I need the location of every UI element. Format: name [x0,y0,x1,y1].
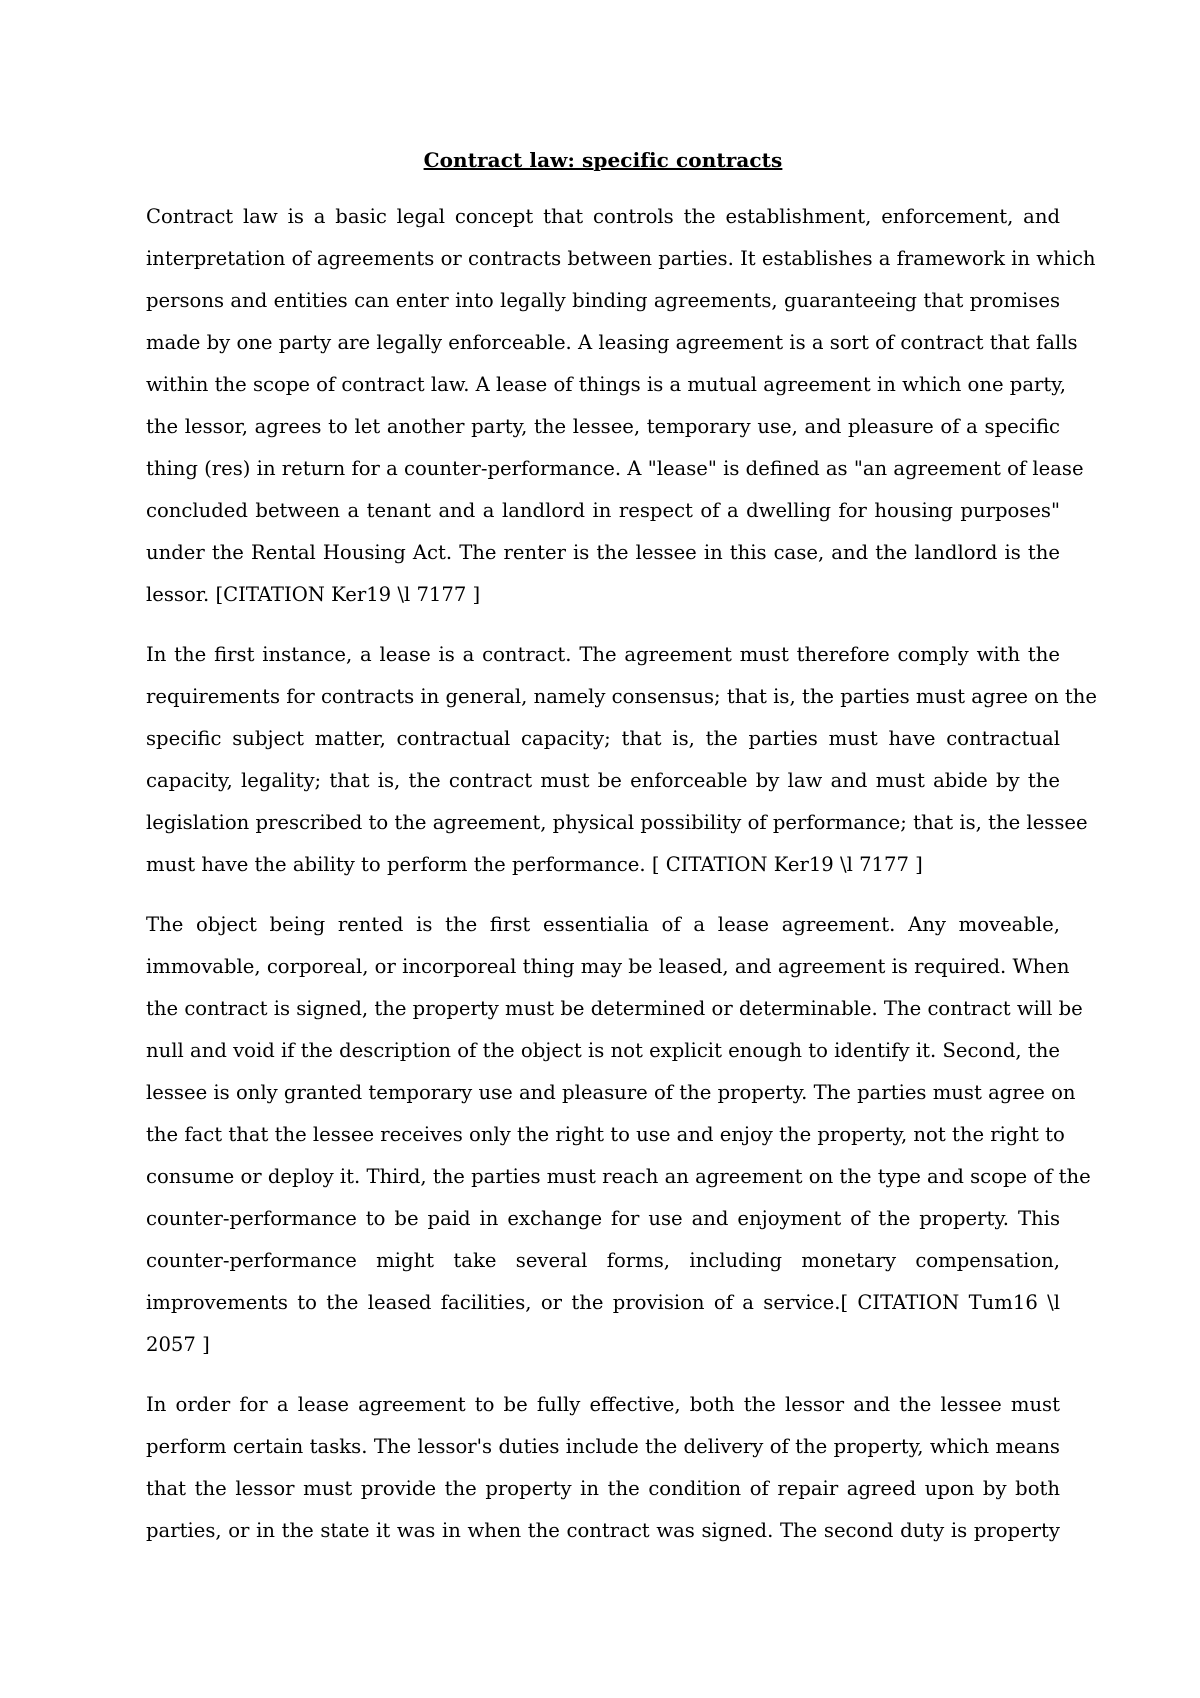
text-line: the lessor, agrees to let another party, the lessee, temporary use, and pleasure of a specific [146,415,1060,438]
text-line: the contract is signed, the property must be determined or determinable. The contract will be [146,997,1083,1020]
text-line: concluded between a tenant and a landlord in respect of a dwelling for housing purposes" [146,499,1060,522]
text-line: In the first instance, a lease is a contract. The agreement must therefore comply with the [146,643,1060,666]
text-line: lessor. [CITATION Ker19 \l 7177 ] [146,583,481,606]
text-line: the fact that the lessee receives only the right to use and enjoy the property, not the right to [146,1123,1065,1146]
text-line: consume or deploy it. Third, the parties must reach an agreement on the type and scope of the [146,1165,1091,1188]
text-line: perform certain tasks. The lessor's duties include the delivery of the property, which means [146,1435,1060,1458]
document-title: Contract law: specific contracts [423,148,783,172]
text-line: made by one party are legally enforceable. A leasing agreement is a sort of contract that falls [146,331,1078,354]
text-line: In order for a lease agreement to be fully effective, both the lessor and the lessee must [146,1393,1060,1416]
text-line: 2057 ] [146,1333,210,1356]
text-line: that the lessor must provide the property in the condition of repair agreed upon by both [146,1477,1060,1500]
text-line: requirements for contracts in general, namely consensus; that is, the parties must agree on the [146,685,1097,708]
text-line: lessee is only granted temporary use and pleasure of the property. The parties must agree on [146,1081,1076,1104]
document-body [146,140,1097,1570]
paragraph-2 [146,634,1097,886]
text-line: counter-performance might take several forms, including monetary compensation, [146,1249,1060,1272]
text-line: immovable, corporeal, or incorporeal thing may be leased, and agreement is required. When [146,955,1070,978]
text-line: thing (res) in return for a counter-performance. A "lease" is defined as "an agreement of lease [146,457,1084,480]
text-line: null and void if the description of the object is not explicit enough to identify it. Second, the [146,1039,1060,1062]
text-line: improvements to the leased facilities, or the provision of a service.[ CITATION Tum16 \l [146,1291,1060,1314]
text-line: The object being rented is the first essentialia of a lease agreement. Any moveable, [146,913,1060,936]
text-line: under the Rental Housing Act. The renter is the lessee in this case, and the landlord is the [146,541,1060,564]
text-line: capacity, legality; that is, the contract must be enforceable by law and must abide by the [146,769,1060,792]
paragraph-3 [146,904,1091,1366]
text-line: persons and entities can enter into legally binding agreements, guaranteeing that promises [146,289,1060,312]
text-line: specific subject matter, contractual capacity; that is, the parties must have contractual [146,727,1060,750]
text-line: counter-performance to be paid in exchange for use and enjoyment of the property. This [146,1207,1060,1230]
text-line: parties, or in the state it was in when the contract was signed. The second duty is property [146,1519,1060,1542]
paragraph-4 [146,1384,1060,1552]
text-line: legislation prescribed to the agreement, physical possibility of performance; that is, the lessee [146,811,1088,834]
text-line: must have the ability to perform the performance. [ CITATION Ker19 \l 7177 ] [146,853,923,876]
text-line: Contract law is a basic legal concept that controls the establishment, enforcement, and [146,205,1060,228]
text-line: interpretation of agreements or contracts between parties. It establishes a framework in which [146,247,1096,270]
paragraph-1 [146,196,1096,616]
text-line: within the scope of contract law. A lease of things is a mutual agreement in which one party, [146,373,1066,396]
